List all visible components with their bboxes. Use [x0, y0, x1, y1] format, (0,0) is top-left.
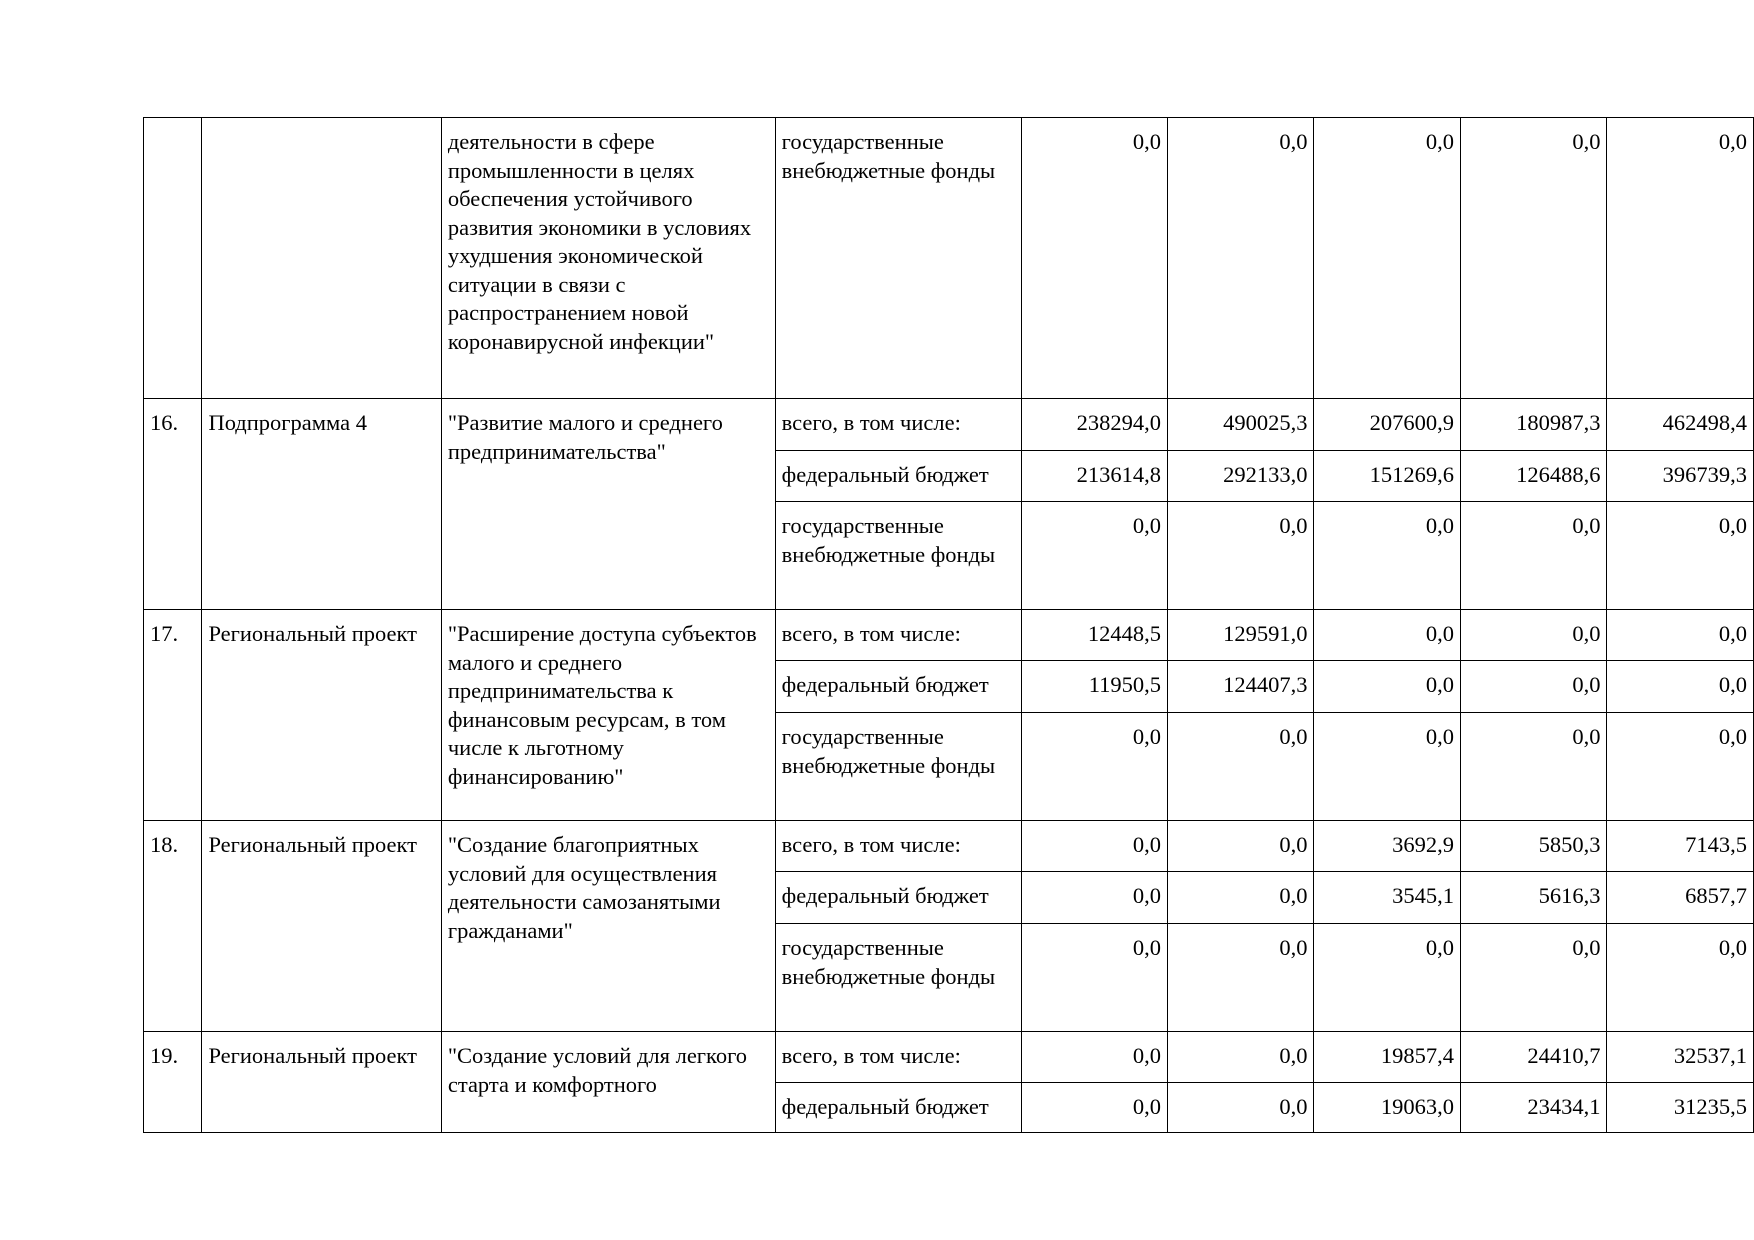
- amount-cell: 0,0: [1021, 872, 1167, 924]
- funding-source: всего, в том числе:: [775, 399, 1021, 451]
- amount-cell: 0,0: [1314, 661, 1460, 713]
- amount-cell: 19857,4: [1314, 1032, 1460, 1083]
- amount-cell: 0,0: [1167, 502, 1313, 610]
- amount-cell: 238294,0: [1021, 399, 1167, 451]
- amount-cell: 0,0: [1314, 924, 1460, 1032]
- funding-source: федеральный бюджет: [775, 451, 1021, 502]
- funding-source: государственные внебюджетные фонды: [775, 118, 1021, 399]
- funding-source: федеральный бюджет: [775, 661, 1021, 713]
- funding-source: государственные внебюджетные фонды: [775, 924, 1021, 1032]
- amount-cell: 129591,0: [1167, 610, 1313, 661]
- funding-source: государственные внебюджетные фонды: [775, 713, 1021, 821]
- table-row: [144, 610, 1754, 661]
- amount-cell: 180987,3: [1460, 399, 1606, 451]
- amount-cell: 32537,1: [1607, 1032, 1754, 1083]
- row-name: деятельности в сфере промышленности в целях обеспечения устойчивого развития экономики в условиях ухудшения экономической ситуации в связи с распространением новой коронавирусной инфекции": [441, 118, 775, 399]
- funding-source: всего, в том числе:: [775, 1032, 1021, 1083]
- amount-cell: 0,0: [1460, 713, 1606, 821]
- row-name: "Развитие малого и среднего предпринимательства": [441, 399, 775, 610]
- row-type: Региональный проект: [202, 821, 441, 1032]
- amount-cell: 0,0: [1460, 610, 1606, 661]
- amount-cell: 396739,3: [1607, 451, 1754, 502]
- amount-cell: 151269,6: [1314, 451, 1460, 502]
- amount-cell: 292133,0: [1167, 451, 1313, 502]
- amount-cell: 31235,5: [1607, 1083, 1754, 1133]
- amount-cell: 0,0: [1167, 924, 1313, 1032]
- amount-cell: 0,0: [1460, 924, 1606, 1032]
- amount-cell: 0,0: [1607, 118, 1754, 399]
- amount-cell: 0,0: [1607, 661, 1754, 713]
- row-type: Подпрограмма 4: [202, 399, 441, 610]
- funding-source: федеральный бюджет: [775, 1083, 1021, 1133]
- amount-cell: 0,0: [1021, 924, 1167, 1032]
- amount-cell: 0,0: [1607, 713, 1754, 821]
- amount-cell: 0,0: [1314, 118, 1460, 399]
- amount-cell: 0,0: [1021, 821, 1167, 872]
- funding-source: всего, в том числе:: [775, 610, 1021, 661]
- row-number: 18.: [144, 821, 202, 1032]
- funding-source: всего, в том числе:: [775, 821, 1021, 872]
- row-name: "Создание условий для легкого старта и комфортного: [441, 1032, 775, 1133]
- amount-cell: 19063,0: [1314, 1083, 1460, 1133]
- amount-cell: 0,0: [1021, 502, 1167, 610]
- amount-cell: 6857,7: [1607, 872, 1754, 924]
- amount-cell: 0,0: [1314, 502, 1460, 610]
- amount-cell: 490025,3: [1167, 399, 1313, 451]
- amount-cell: 0,0: [1607, 502, 1754, 610]
- amount-cell: 0,0: [1607, 610, 1754, 661]
- amount-cell: 24410,7: [1460, 1032, 1606, 1083]
- funding-source: федеральный бюджет: [775, 872, 1021, 924]
- funding-source: государственные внебюджетные фонды: [775, 502, 1021, 610]
- row-number: 19.: [144, 1032, 202, 1133]
- table-body: [144, 118, 1754, 1133]
- amount-cell: 0,0: [1021, 1083, 1167, 1133]
- amount-cell: 207600,9: [1314, 399, 1460, 451]
- amount-cell: 3545,1: [1314, 872, 1460, 924]
- amount-cell: 0,0: [1021, 1032, 1167, 1083]
- amount-cell: 23434,1: [1460, 1083, 1606, 1133]
- row-number: [144, 118, 202, 399]
- amount-cell: 0,0: [1607, 924, 1754, 1032]
- amount-cell: 0,0: [1167, 821, 1313, 872]
- amount-cell: 126488,6: [1460, 451, 1606, 502]
- row-name: "Расширение доступа субъектов малого и среднего предпринимательства к финансовым ресурсам, в том числе к льготному финансированию": [441, 610, 775, 821]
- amount-cell: 213614,8: [1021, 451, 1167, 502]
- table-row: [144, 399, 1754, 451]
- row-type: [202, 118, 441, 399]
- amount-cell: 3692,9: [1314, 821, 1460, 872]
- amount-cell: 5616,3: [1460, 872, 1606, 924]
- amount-cell: 0,0: [1021, 713, 1167, 821]
- amount-cell: 0,0: [1167, 1083, 1313, 1133]
- amount-cell: 124407,3: [1167, 661, 1313, 713]
- budget-table: [143, 117, 1754, 1133]
- row-type: Региональный проект: [202, 1032, 441, 1133]
- amount-cell: 0,0: [1167, 118, 1313, 399]
- table-row: [144, 821, 1754, 872]
- amount-cell: 11950,5: [1021, 661, 1167, 713]
- row-name: "Создание благоприятных условий для осуществления деятельности самозанятыми гражданами": [441, 821, 775, 1032]
- amount-cell: 12448,5: [1021, 610, 1167, 661]
- amount-cell: 0,0: [1314, 713, 1460, 821]
- table-row: [144, 1032, 1754, 1083]
- amount-cell: 0,0: [1460, 118, 1606, 399]
- amount-cell: 0,0: [1460, 502, 1606, 610]
- amount-cell: 0,0: [1021, 118, 1167, 399]
- row-number: 17.: [144, 610, 202, 821]
- amount-cell: 0,0: [1314, 610, 1460, 661]
- row-type: Региональный проект: [202, 610, 441, 821]
- amount-cell: 0,0: [1460, 661, 1606, 713]
- amount-cell: 0,0: [1167, 1032, 1313, 1083]
- amount-cell: 0,0: [1167, 713, 1313, 821]
- row-number: 16.: [144, 399, 202, 610]
- amount-cell: 5850,3: [1460, 821, 1606, 872]
- amount-cell: 0,0: [1167, 872, 1313, 924]
- amount-cell: 462498,4: [1607, 399, 1754, 451]
- table-row: [144, 118, 1754, 399]
- amount-cell: 7143,5: [1607, 821, 1754, 872]
